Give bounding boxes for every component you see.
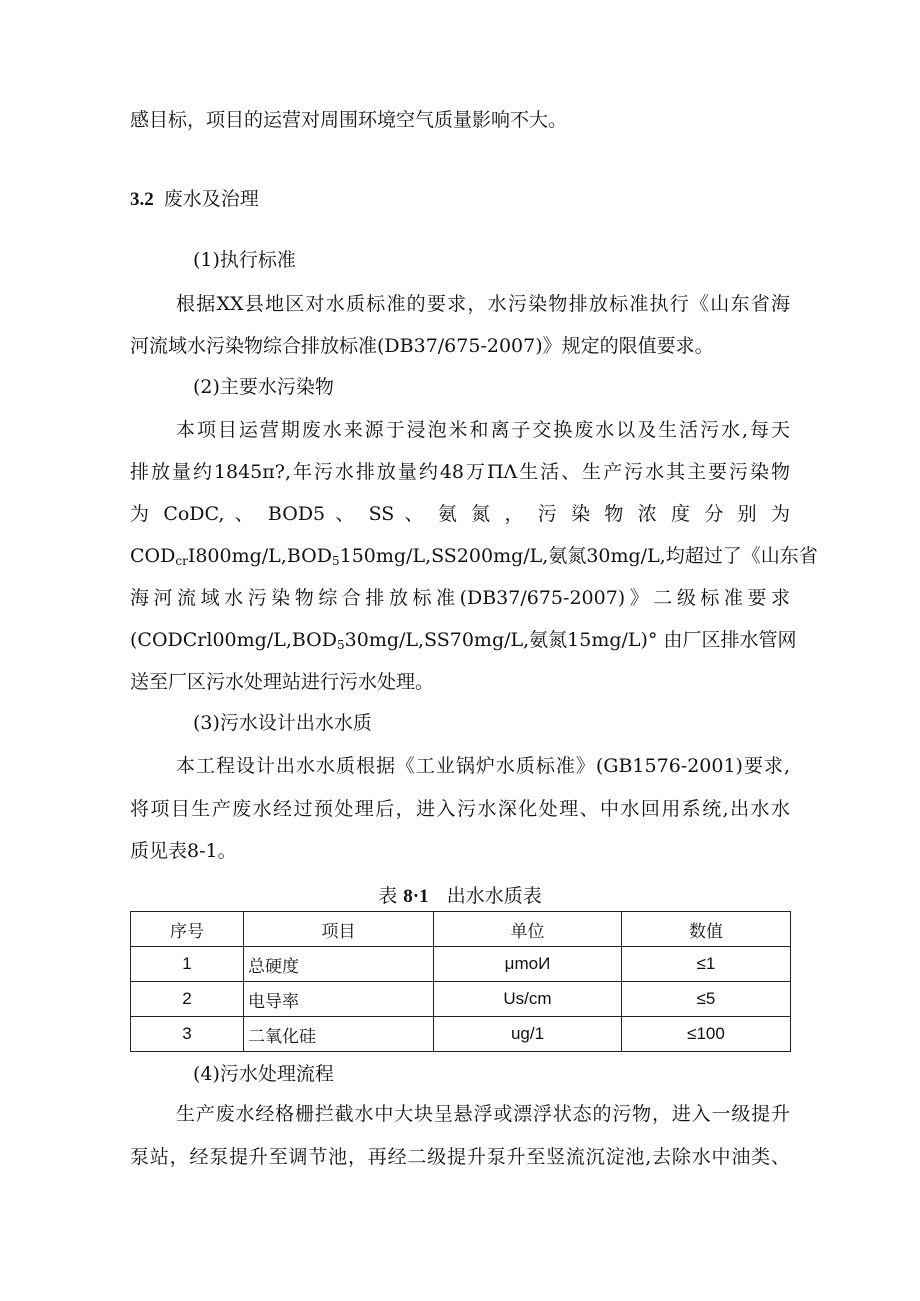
section-number: 3.2 (130, 189, 154, 210)
paragraph-line (130, 628, 797, 652)
header-cell: 数值 (622, 912, 791, 947)
paragraph-line: 本项目运营期废水来源于浸泡米和离子交换废水以及生活污水,每天 (176, 419, 790, 441)
subscript: 5 (337, 638, 345, 652)
paragraph-line (130, 544, 818, 568)
subscript: 5 (331, 554, 340, 568)
caption-number: 8·1 (403, 886, 429, 907)
paragraph-line: 根据XX县地区对水质标准的要求，水污染物排放标准执行《山东省海 (176, 293, 790, 315)
text-run: (CODCrl00mg/L,BOD (130, 629, 337, 651)
text-run: I800mg/L,BOD (187, 545, 332, 567)
paragraph-line: 生产废水经格栅拦截水中大块呈悬浮或漂浮状态的污物，进入一级提升 (176, 1103, 790, 1125)
header-cell: 单位 (434, 912, 622, 947)
paragraph-line: 质见表8-1。 (130, 840, 237, 862)
cell-value: ≤1 (622, 947, 791, 982)
paragraph-line: 为 CoDC, 、 BOD5 、 SS 、 氨 氮 ， 污 染 物 浓 度 分 别 为 (130, 503, 790, 525)
table-row (131, 947, 791, 982)
cell-index: 3 (131, 1017, 244, 1052)
cell-item: 二氧化硅 (244, 1017, 434, 1052)
paragraph-line: 排放量约1845π?,年污水排放量约48万ΠΛ生活、生产污水其主要污染物 (130, 461, 790, 483)
water-quality-table (130, 911, 791, 1052)
paragraph-line: 感目标，项目的运营对周围环境空气质量影响不大。 (130, 109, 568, 131)
header-cell: 项目 (244, 912, 434, 947)
subsection-heading-2: (2)主要水污染物 (193, 376, 334, 398)
subsection-heading-1: (1)执行标准 (193, 249, 296, 271)
paragraph-line: 将项目生产废水经过预处理后，进入污水深化处理、中水回用系统,出水水 (130, 798, 790, 820)
section-heading (130, 187, 790, 212)
subscript: cr (175, 554, 188, 568)
text-run: 150mg/L,SS200mg/L,氨氮30mg/L,均超过了《山东省 (339, 545, 818, 567)
cell-item: 总硬度 (244, 947, 434, 982)
cell-unit: ug/1 (434, 1017, 622, 1052)
section-title: 废水及治理 (163, 188, 259, 210)
cell-unit: Us/cm (434, 982, 622, 1017)
cell-item: 电导率 (244, 982, 434, 1017)
table-caption (130, 884, 790, 909)
cell-index: 1 (131, 947, 244, 982)
paragraph-line: 送至厂区污水处理站进行污水处理。 (130, 671, 435, 693)
paragraph-line: 河流域水污染物综合排放标准(DB37/675-2007)》规定的限值要求。 (130, 335, 714, 357)
table-row (131, 1017, 791, 1052)
subsection-heading-4: (4)污水处理流程 (193, 1063, 334, 1085)
paragraph-line: 本工程设计出水水质根据《工业锅炉水质标准》(GB1576-2001)要求, (176, 755, 790, 777)
cell-index: 2 (131, 982, 244, 1017)
table-header-row (131, 912, 791, 947)
paragraph-line: 海河流域水污染物综合排放标准(DB37/675-2007)》二级标准要求 (130, 587, 790, 609)
subsection-heading-3: (3)污水设计出水水质 (193, 712, 372, 734)
table-row (131, 982, 791, 1017)
text-run: 30mg/L,SS70mg/L,氨氮15mg/L)° 由厂区排水管网 (344, 629, 797, 651)
caption-prefix: 表 (378, 885, 398, 907)
header-cell: 序号 (131, 912, 244, 947)
cell-value: ≤100 (622, 1017, 791, 1052)
caption-title: 出水水质表 (446, 885, 542, 907)
cell-value: ≤5 (622, 982, 791, 1017)
cell-unit: μmoИ (434, 947, 622, 982)
text-run: COD (130, 545, 176, 567)
paragraph-line: 泵站，经泵提升至调节池，再经二级提升泵升至竖流沉淀池,去除水中油类、 (130, 1146, 790, 1168)
